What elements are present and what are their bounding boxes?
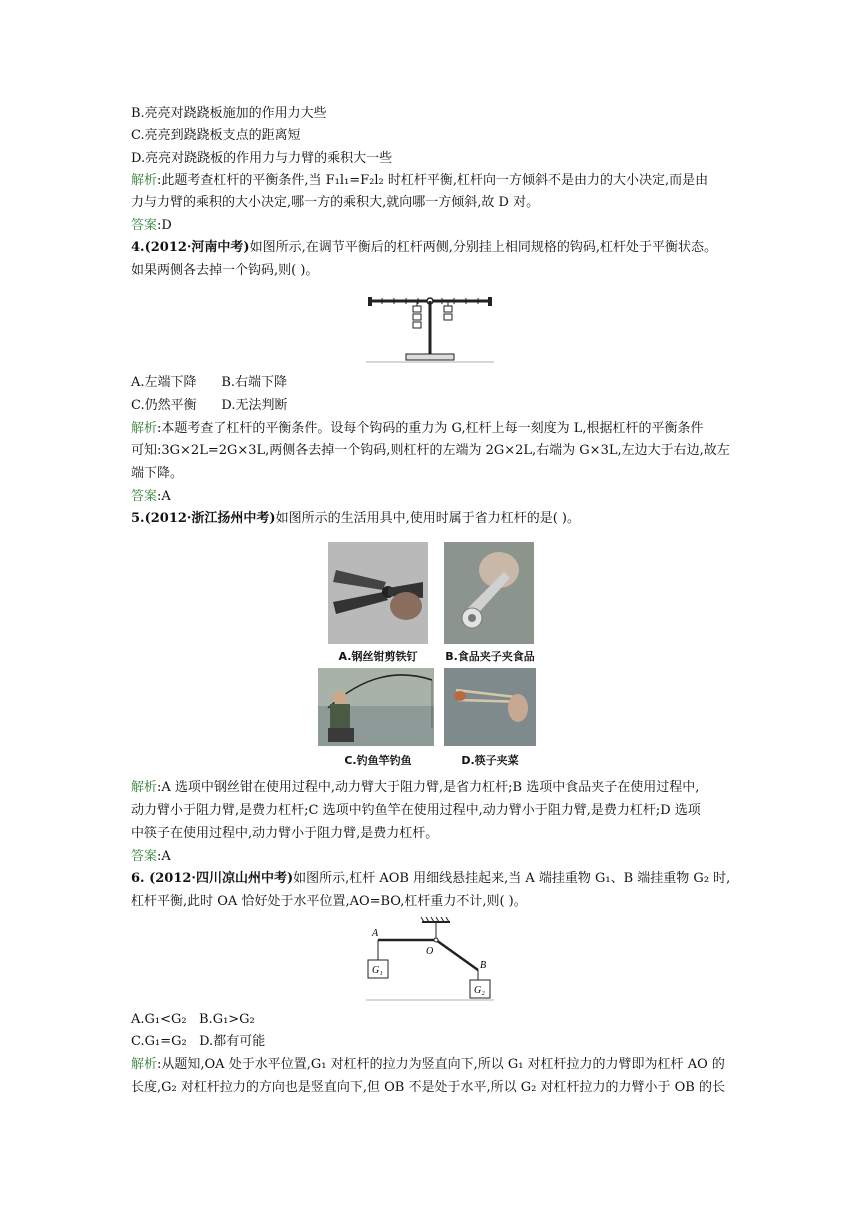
line-text: 杠杆平衡,此时 OA 恰好处于水平位置,AO=BO,杠杆重力不计,则( )。 [131, 894, 527, 909]
text-line-1 [131, 104, 327, 124]
analysis-line [131, 171, 708, 191]
answer-line [131, 216, 172, 236]
options-line-4 [131, 1032, 265, 1052]
text-line-13 [131, 464, 183, 484]
line-text: :本题考查了杠杆的平衡条件。设每个钩码的重力为 G,杠杆上每一刻度为 L,根据杠杆的平衡条件 [157, 421, 704, 436]
fishing-rod-photo [318, 668, 434, 746]
line-text: 长度,G₂ 对杠杆拉力的方向也是竖直向下,但 OB 不是处于水平,所以 G₂ 对杠杆拉力的力臂小于 OB 的长 [131, 1080, 725, 1095]
line-text: C.G₁=G₂ D.都有可能 [131, 1034, 266, 1049]
analysis-line [131, 1055, 725, 1075]
question-source: 6. (2012·四川凉山州中考) [131, 871, 294, 886]
line-text: C.亮亮到跷跷板支点的距离短 [131, 128, 301, 143]
text-line-5 [131, 193, 539, 213]
analysis-label: 解析 [131, 421, 158, 436]
weight-label-g2: G₂ [474, 985, 485, 996]
line-text: D.亮亮对跷跷板的作用力与力臂的乘积大一些 [131, 151, 393, 166]
options-line-1 [131, 373, 287, 393]
options-line-3 [131, 1010, 255, 1030]
question-5 [131, 509, 580, 529]
line-text: A.G₁<G₂ B.G₁>G₂ [131, 1012, 255, 1027]
options-line-2 [131, 396, 288, 416]
photo-caption-c: C.钓鱼竿钓鱼 [344, 754, 412, 767]
line-text: C.仍然平衡 D.无法判断 [131, 398, 288, 413]
text-line-2 [131, 126, 301, 146]
answer-value: :A [157, 849, 171, 864]
question-6 [131, 869, 730, 889]
photo-caption-d: D.筷子夹菜 [461, 754, 519, 767]
aob-lever-figure [366, 916, 494, 1002]
lever-label-o: O [426, 946, 434, 957]
line-text: 如图所示的生活用具中,使用时属于省力杠杆的是( )。 [275, 511, 581, 526]
analysis-line [131, 778, 699, 798]
answer-line [131, 487, 171, 507]
answer-label: 答案 [131, 849, 158, 864]
question-source: 4.(2012·河南中考) [131, 240, 250, 255]
photo-caption-b: B.食品夹子夹食品 [445, 650, 535, 663]
line-text: 如图所示,杠杆 AOB 用细线悬挂起来,当 A 端挂重物 G₁、B 端挂重物 G₂ 时, [293, 871, 731, 886]
text-line-21 [131, 892, 527, 912]
food-tongs-photo [444, 542, 534, 644]
lever-label-b: B [480, 960, 487, 971]
pliers-photo [328, 542, 428, 644]
question-source: 5.(2012·浙江扬州中考) [131, 511, 276, 526]
line-text: :A 选项中钢丝钳在使用过程中,动力臂大于阻力臂,是省力杠杆;B 选项中食品夹子在使用过程中, [157, 780, 700, 795]
line-text: 动力臂小于阻力臂,是费力杠杆;C 选项中钓鱼竿在使用过程中,动力臂小于阻力臂,是费力杠杆;D 选项 [131, 803, 701, 818]
text-line-8 [131, 261, 318, 281]
analysis-label: 解析 [131, 780, 158, 795]
analysis-label: 解析 [131, 1057, 158, 1072]
analysis-line [131, 419, 703, 439]
line-text: :此题考查杠杆的平衡条件,当 F₁l₁=F₂l₂ 时杠杆平衡,杠杆向一方倾斜不是由力的大小决定,而是由 [157, 173, 709, 188]
answer-label: 答案 [131, 218, 158, 233]
line-text: 中筷子在使用过程中,动力臂小于阻力臂,是费力杠杆。 [131, 826, 439, 841]
line-text: 可知:3G×2L=2G×3L,两侧各去掉一个钩码,则杠杆的左端为 2G×2L,右端为 G×3L,左边大于右边,故左 [131, 443, 730, 458]
chopsticks-photo [444, 668, 536, 746]
text-line-17 [131, 801, 701, 821]
line-text: 如图所示,在调节平衡后的杠杆两侧,分别挂上相同规格的钩码,杠杆处于平衡状态。 [249, 240, 717, 255]
photos-figure [318, 540, 542, 770]
text-line-18 [131, 824, 438, 844]
line-text: 力与力臂的乘积的大小决定,哪一方的乘积大,就向哪一方倾斜,故 D 对。 [131, 195, 540, 210]
answer-label: 答案 [131, 489, 158, 504]
line-text: B.亮亮对跷跷板施加的作用力大些 [131, 106, 327, 121]
photo-caption-a: A.钢丝钳剪铁钉 [338, 650, 418, 663]
line-text: :从题知,OA 处于水平位置,G₁ 对杠杆的拉力为竖直向下,所以 G₁ 对杠杆拉力的力臂即为杠杆 AO 的 [157, 1057, 725, 1072]
lever-label-a: A [372, 928, 379, 939]
text-line-25 [131, 1078, 725, 1098]
weight-label-g1: G₁ [372, 965, 383, 976]
text-line-12 [131, 441, 730, 461]
text-line-3 [131, 149, 392, 169]
question-4 [131, 238, 717, 258]
line-text: A.左端下降 B.右端下降 [131, 375, 288, 390]
line-text: 端下降。 [131, 466, 184, 481]
analysis-label: 解析 [131, 173, 158, 188]
answer-value: :A [157, 489, 171, 504]
answer-value: :D [157, 218, 172, 233]
lever-balance-figure [366, 290, 494, 366]
answer-line [131, 847, 171, 867]
line-text: 如果两侧各去掉一个钩码,则( )。 [131, 263, 319, 278]
